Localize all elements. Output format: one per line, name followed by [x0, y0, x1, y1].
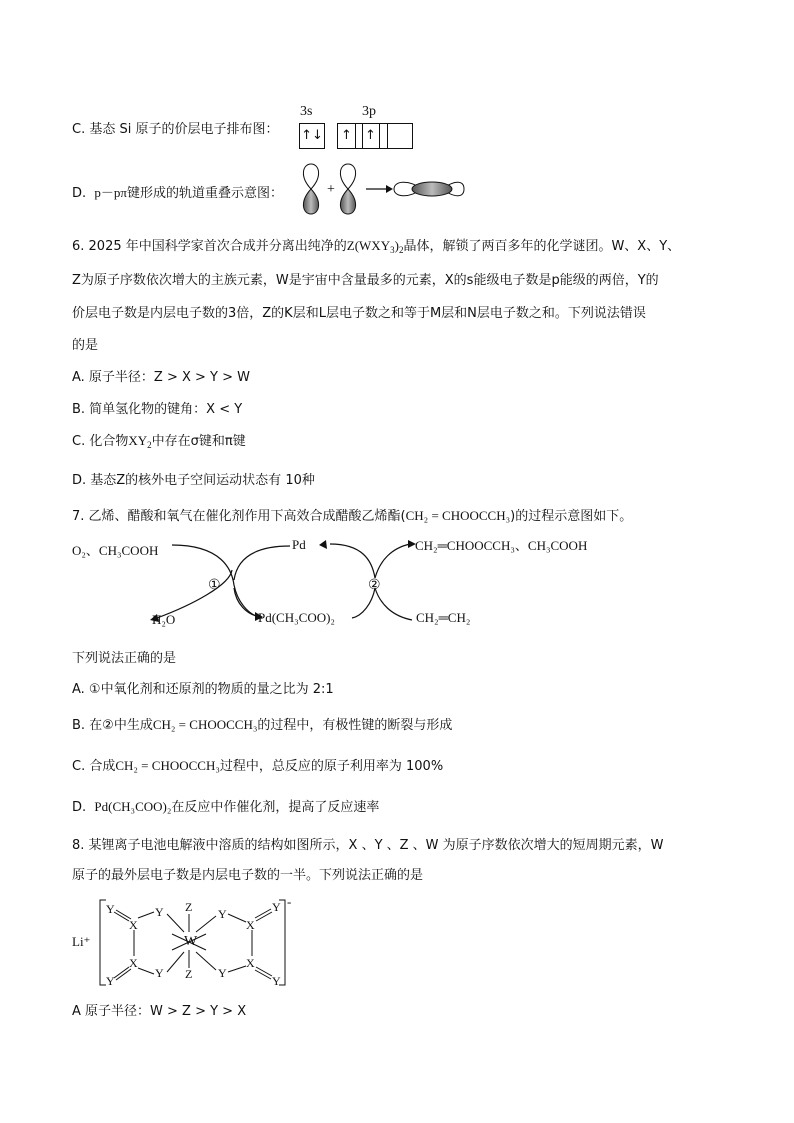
orbital-3p-1: ↑ [338, 124, 356, 148]
catalytic-cycle-diagram [72, 530, 652, 635]
pd-label: Pd [292, 537, 306, 552]
q7-option-b: B. 在②中生成CH₂ = CHOOCCH₃的过程中，有极性键的断裂与形成 [72, 717, 453, 733]
atom-y-6: Y [272, 900, 281, 914]
q6-line-3: 价层电子数是内层电子数的3倍，Z的K层和L层电子数之和等于M层和N层电子数之和。下列说法错误 [72, 306, 646, 321]
q8-line-2: 原子的最外层电子数是内层电子数的一半。下列说法正确的是 [72, 868, 424, 883]
atom-z-2: Z [185, 967, 193, 981]
q6-option-a: A. 原子半径：Z > X > Y > W [72, 370, 251, 385]
atom-x-4: X [246, 956, 255, 970]
q7-option-c: C. 合成CH₂ = CHOOCCH₃过程中，总反应的原子利用率为 100% [72, 758, 444, 774]
orbital-box-3p [337, 123, 413, 149]
step-2-marker: ② [368, 578, 381, 593]
q6-line-1: 6. 2025 年中国科学家首次合成并分离出纯净的$Z(WXY_3)_2$晶体，解锁了两百多年的化学谜团。W、X、Y、 [72, 238, 681, 255]
option-d-label: D. p－pπ键形成的轨道重叠示意图： [72, 185, 284, 201]
lithium-cation-label: Li⁺ [72, 934, 91, 949]
orbital-box-3s: ↑↓ [299, 123, 325, 149]
q6-option-b: B. 简单氢化物的键角：X < Y [72, 402, 243, 417]
atom-y-7: Y [218, 966, 227, 980]
q6-line-4: 的是 [72, 338, 99, 353]
atom-z-1: Z [185, 900, 193, 914]
ethylene-label: CH₂═CH₂ [416, 610, 471, 625]
anion-charge: - [287, 894, 292, 909]
water-label: H₂O [152, 612, 176, 627]
atom-y-3: Y [155, 966, 164, 980]
pd-complex-label: Pd(CH₃COO)₂ [258, 610, 335, 625]
electrolyte-structure [72, 894, 302, 989]
step-1-marker: ① [208, 578, 221, 593]
plus-sign: + [327, 182, 335, 197]
orbital-3p-2: ↑ [362, 124, 380, 148]
products-label: CH₂═CHOOCCH₃、CH₃COOH [415, 538, 588, 553]
q7-option-a: A. ①中氧化剂和还原剂的物质的量之比为 2:1 [72, 682, 334, 697]
q6-option-d: D. 基态Z的核外电子空间运动状态有 10种 [72, 473, 315, 488]
q7-question: 下列说法正确的是 [72, 651, 177, 666]
atom-x-1: X [129, 918, 138, 932]
option-c-label: C. 基态 Si 原子的价层电子排布图： [72, 122, 279, 137]
atom-y-1: Y [106, 902, 115, 916]
atom-y-2: Y [155, 905, 164, 919]
atom-x-3: X [246, 918, 255, 932]
q8-option-a: A 原子半径：W > Z > Y > X [72, 1004, 247, 1019]
q6-option-c: C. 化合物$XY_2$中存在σ键和π键 [72, 433, 246, 450]
q7-stem: 7. 乙烯、醋酸和氧气在催化剂作用下高效合成醋酸乙烯酯(CH₂ = CHOOCCH₃)的过程示意图如下。 [72, 508, 633, 524]
q6-line-2: Z为原子序数依次增大的主族元素，W是宇宙中含量最多的元素，X的s能级电子数是p能级的两倍，Y的 [72, 273, 659, 288]
sublevel-3s-label: 3s [300, 104, 313, 119]
atom-y-8: Y [272, 974, 281, 988]
atom-w: W [184, 934, 198, 949]
atom-x-2: X [129, 956, 138, 970]
q8-line-1: 8. 某锂离子电池电解液中溶质的结构如图所示，X 、Y 、Z 、W 为原子序数依次增大的短周期元素，W [72, 838, 664, 853]
p-orbital-overlap-diagram [296, 162, 468, 216]
q7-option-d: D. Pd(CH₃COO)₂在反应中作催化剂，提高了反应速率 [72, 799, 380, 815]
reactants-in-label: O₂、CH₃COOH [72, 543, 159, 558]
atom-y-5: Y [218, 907, 227, 921]
sublevel-3p-label: 3p [362, 104, 376, 119]
atom-y-4: Y [106, 974, 115, 988]
